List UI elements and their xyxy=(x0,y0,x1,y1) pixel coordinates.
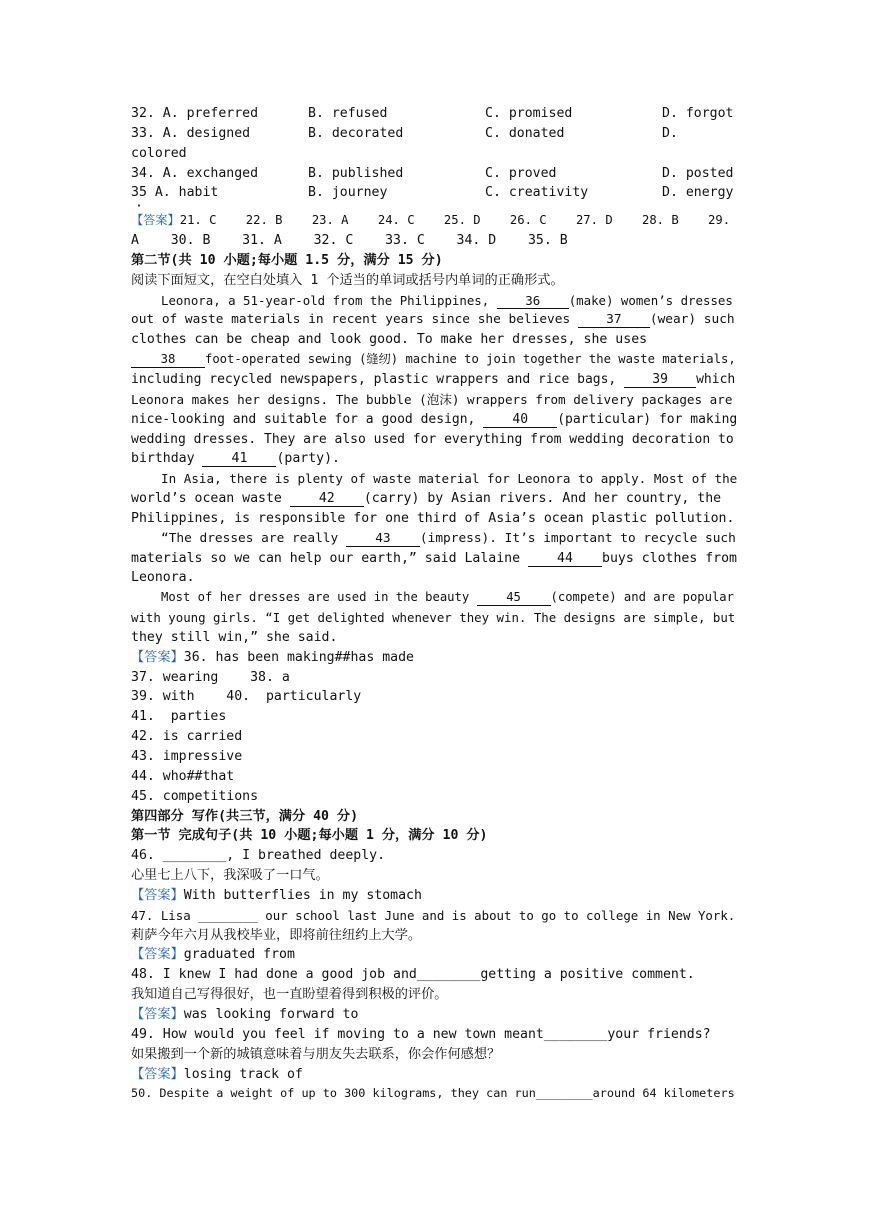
answer-text: 36. has been making##has made xyxy=(183,649,414,665)
answer-line xyxy=(131,211,738,231)
passage-text: buys clothes from xyxy=(602,550,737,566)
blank-37: 37 xyxy=(578,312,650,328)
passage-text: materials so we can help our earth,” said Lalaine xyxy=(131,550,521,566)
section-title: 第一节 完成句子(共 10 小题;每小题 1 分，满分 10 分) xyxy=(131,828,488,844)
passage-line: In Asia, there is plenty of waste material for Leonora to apply. Most of the xyxy=(161,471,738,487)
passage-text: Leonora, a 51-year-old from the Philippines, xyxy=(161,292,490,308)
passage-text: (make) women’s dresses xyxy=(568,292,733,308)
passage-line: they still win,” she said. xyxy=(131,629,338,645)
section-instructions: 阅读下面短文，在空白处填入 1 个适当的单词或括号内单词的正确形式。 xyxy=(131,272,564,288)
passage-text: (wear) such xyxy=(649,312,735,328)
sentence-item: 46. ________, I breathed deeply. xyxy=(131,848,386,864)
sentence-translation: 心里七上八下，我深吸了一口气。 xyxy=(131,868,329,884)
passage-line xyxy=(131,410,738,430)
answer-text: 21. C 22. B 23. A 24. C 25. D 26. C 27. D 28. B 29. xyxy=(179,213,731,228)
answer-line: 45. competitions xyxy=(131,788,259,804)
passage-line xyxy=(131,549,738,569)
passage-line xyxy=(131,489,738,509)
answer-tag: 【答案】 xyxy=(131,887,184,903)
blank-44: 44 xyxy=(528,551,602,567)
passage-text: (impress). It’s important to recycle such xyxy=(419,530,736,546)
answer-line xyxy=(131,886,738,906)
answer-line: 44. who##that xyxy=(131,768,235,784)
sentence-translation: 莉萨今年六月从我校毕业，即将前往纽约上大学。 xyxy=(131,927,422,943)
option-c: C. creativity xyxy=(485,185,589,201)
passage-text: Most of her dresses are used in the beauty xyxy=(161,590,470,605)
blank-43: 43 xyxy=(346,531,420,547)
sentence-item: 48. I knew I had done a good job and________getting a positive comment. xyxy=(131,967,695,983)
answer-line xyxy=(131,1065,738,1085)
blank-40: 40 xyxy=(483,412,557,428)
passage-text: (compete) and are popular xyxy=(550,590,734,605)
section-title: 第二节(共 10 小题;每小题 1.5 分，满分 15 分) xyxy=(131,252,443,268)
option-c: C. promised xyxy=(485,106,573,121)
passage-text: foot-operated sewing (缝纫) machine to join together the waste materials, xyxy=(205,352,736,367)
passage-text: “The dresses are really xyxy=(161,530,339,546)
sentence-translation: 我知道自己写得很好，也一直盼望着得到积极的评价。 xyxy=(131,987,448,1003)
passage-text: (particular) for making xyxy=(557,411,738,427)
option-b: B. refused xyxy=(308,106,388,121)
passage-line: Philippines, is responsible for one third of Asia’s ocean plastic pollution. xyxy=(131,510,735,526)
blank-38: 38 xyxy=(131,352,205,368)
passage-line: wedding dresses. They are also used for everything from wedding decoration to xyxy=(131,431,734,447)
answer-text: losing track of xyxy=(183,1066,303,1082)
answer-line xyxy=(131,1005,738,1025)
answer-tag: 【答案】 xyxy=(131,1006,184,1022)
passage-line: clothes can be cheap and look good. To make her dresses, she uses xyxy=(131,332,648,348)
option-c: C. proved xyxy=(485,165,557,181)
document-page xyxy=(131,104,738,1104)
passage-line xyxy=(131,529,738,549)
passage-text: world’s ocean waste xyxy=(131,491,282,507)
option-b: B. journey xyxy=(308,185,388,201)
sentence-translation: 如果搬到一个新的城镇意味着与朋友失去联系，你会作何感想？ xyxy=(131,1046,501,1062)
option-d: D. forgot xyxy=(662,106,734,121)
option-d: D. energy xyxy=(662,185,734,201)
blank-36: 36 xyxy=(497,293,569,309)
passage-text: nice-looking and suitable for a good design, xyxy=(131,411,476,427)
answer-line: 37. wearing 38. a xyxy=(131,669,290,685)
answer-tag: 【答案】 xyxy=(131,1066,184,1082)
option-a: 34. A. exchanged xyxy=(131,165,259,181)
passage-line: Leonora. xyxy=(131,570,195,586)
sentence-item: 50. Despite a weight of up to 300 kilograms, they can run________around 64 kilometers xyxy=(131,1086,735,1101)
answer-line xyxy=(131,945,738,965)
stray-dot: · xyxy=(135,199,143,215)
passage-line xyxy=(131,291,738,311)
part-title: 第四部分 写作(共三节，满分 40 分) xyxy=(131,808,359,824)
answer-line-cont: A 30. B 31. A 32. C 33. C 34. D 35. B xyxy=(131,233,568,249)
passage-text: including recycled newspapers, plastic wrappers and rice bags, xyxy=(131,371,617,387)
option-b: B. published xyxy=(308,165,404,181)
option-row-32 xyxy=(131,104,738,124)
passage-text: out of waste materials in recent years since she believes xyxy=(131,312,571,328)
answer-text: was looking forward to xyxy=(183,1006,359,1022)
answer-tag: 【答案】 xyxy=(131,213,180,228)
blank-42: 42 xyxy=(290,491,364,507)
answer-line: 43. impressive xyxy=(131,749,243,764)
passage-line xyxy=(131,350,738,370)
option-a: 35 A. habit xyxy=(131,185,219,201)
passage-text: (party). xyxy=(276,451,341,467)
answer-tag: 【答案】 xyxy=(131,649,184,665)
option-33-wrap: colored xyxy=(131,145,187,161)
blank-41: 41 xyxy=(202,451,276,467)
sentence-item: 47. Lisa ________ our school last June and is about to go to college in New York. xyxy=(131,907,736,923)
answer-line: 41. parties xyxy=(131,709,227,725)
blank-39: 39 xyxy=(624,372,696,388)
passage-line xyxy=(131,370,738,390)
answer-line: 39. with 40. particularly xyxy=(131,689,362,705)
option-a: 33. A. designed xyxy=(131,125,251,141)
option-d: D. xyxy=(662,125,678,141)
passage-text: which xyxy=(696,371,736,387)
option-row-33 xyxy=(131,124,738,144)
passage-line: Leonora makes her designs. The bubble (泡沫) wrappers from delivery packages are xyxy=(131,391,733,407)
answer-text: graduated from xyxy=(183,947,295,963)
passage-line: with young girls. “I get delighted whenever they win. The designs are simple, but xyxy=(131,610,736,626)
passage-text: (carry) by Asian rivers. And her country, the xyxy=(363,491,722,507)
option-d: D. posted xyxy=(662,165,734,181)
answer-line xyxy=(131,648,738,668)
option-c: C. donated xyxy=(485,125,565,141)
passage-line xyxy=(131,310,738,330)
sentence-item: 49. How would you feel if moving to a new town meant________your friends? xyxy=(131,1026,711,1042)
answer-line: 42. is carried xyxy=(131,729,243,745)
passage-line xyxy=(131,588,738,608)
answer-tag: 【答案】 xyxy=(131,947,184,963)
blank-45: 45 xyxy=(477,590,551,606)
option-row-35 xyxy=(131,183,738,203)
passage-text: birthday xyxy=(131,451,195,467)
option-row-34 xyxy=(131,164,738,184)
option-b: B. decorated xyxy=(308,125,404,141)
answer-text: With butterflies in my stomach xyxy=(183,887,422,903)
option-a: 32. A. preferred xyxy=(131,106,259,121)
passage-line xyxy=(131,449,738,469)
